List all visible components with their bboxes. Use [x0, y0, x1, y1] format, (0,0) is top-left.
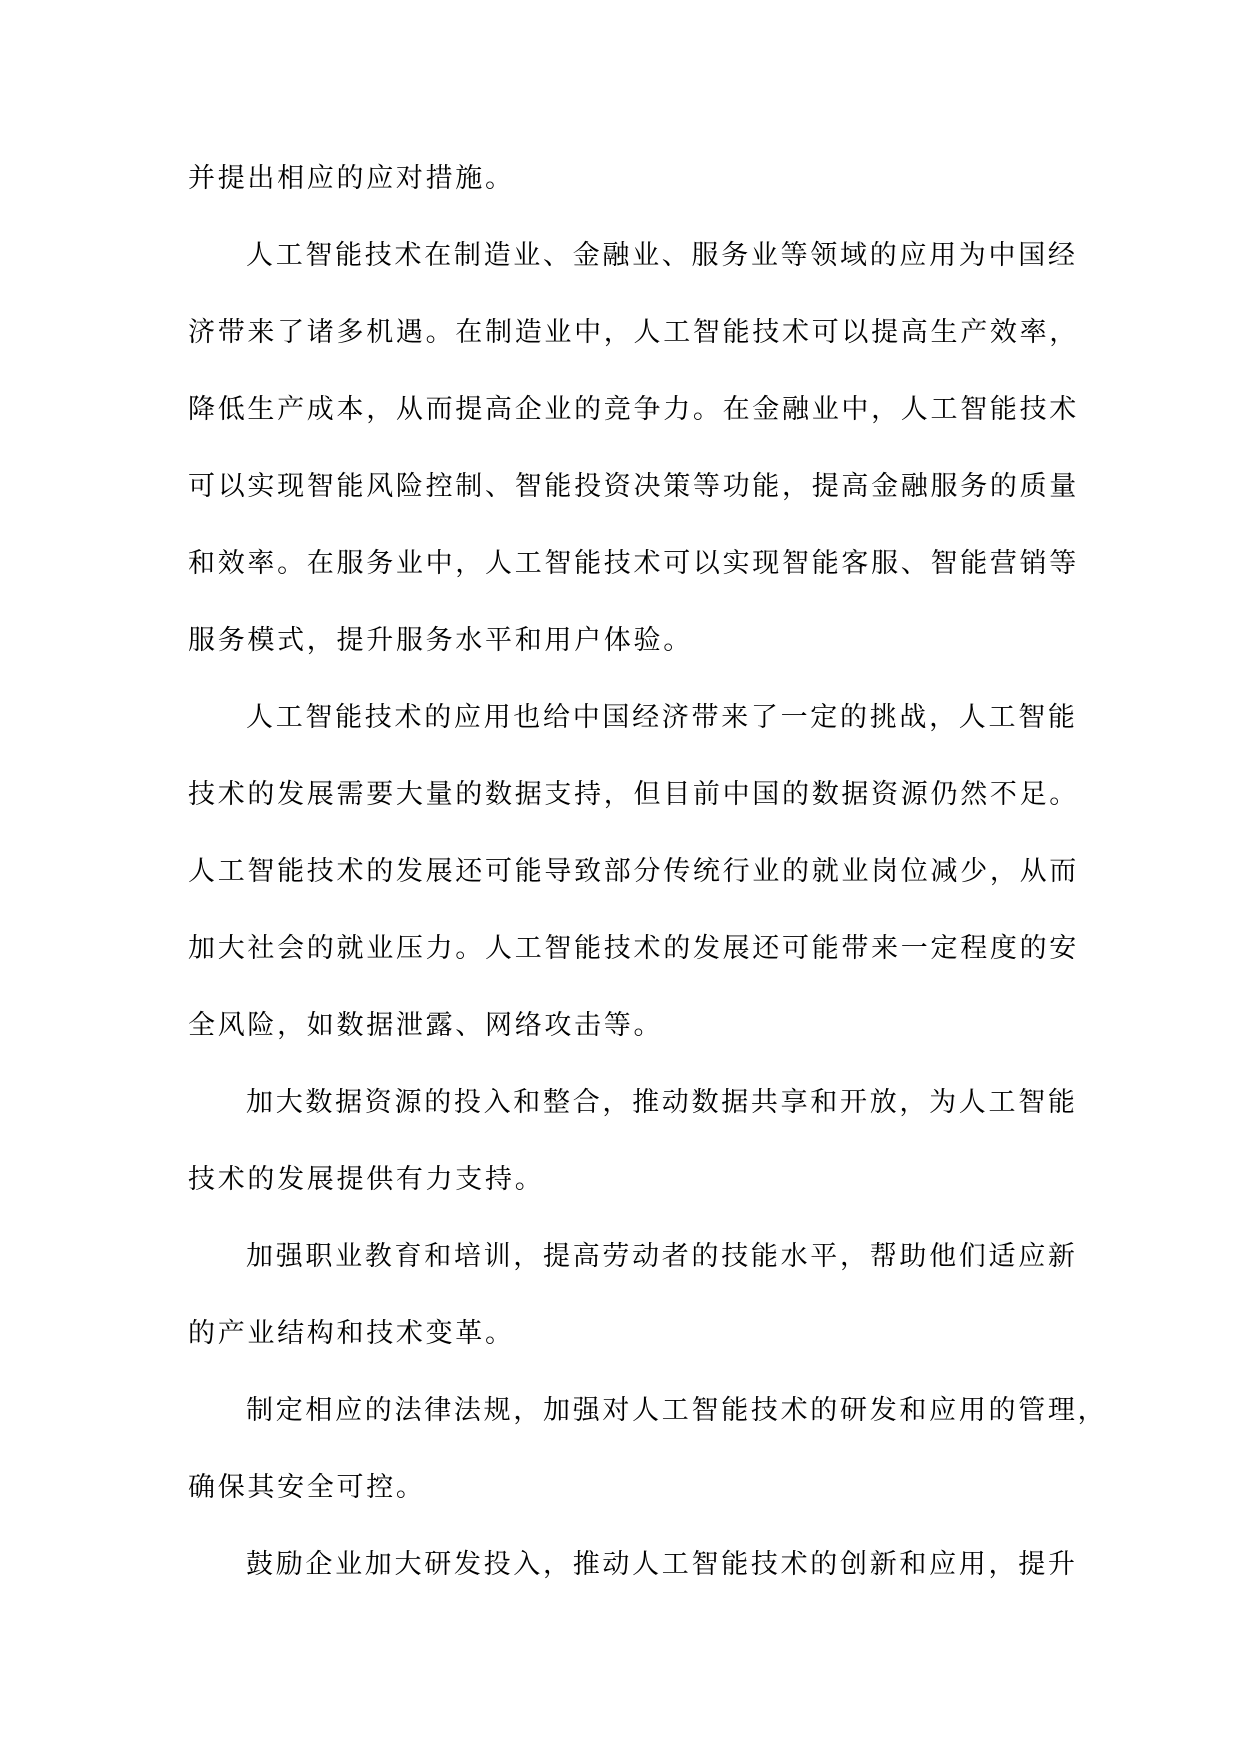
text-line: 的产业结构和技术变革。: [188, 1318, 515, 1349]
text-line: 人工智能技术的发展还可能导致部分传统行业的就业岗位减少，从而: [188, 856, 1079, 887]
text-line: 和效率。在服务业中，人工智能技术可以实现智能客服、智能营销等: [188, 548, 1079, 579]
text-line: 技术的发展需要大量的数据支持，但目前中国的数据资源仍然不足。: [188, 779, 1079, 810]
text-line: 降低生产成本，从而提高企业的竞争力。在金融业中，人工智能技术: [188, 394, 1079, 425]
text-line: 技术的发展提供有力支持。: [188, 1164, 545, 1195]
text-line: 全风险，如数据泄露、网络攻击等。: [188, 1010, 664, 1041]
paragraph-first-line: 人工智能技术在制造业、金融业、服务业等领域的应用为中国经: [246, 240, 1078, 271]
text-line: 并提出相应的应对措施。: [188, 163, 515, 194]
paragraph-first-line: 加大数据资源的投入和整合，推动数据共享和开放，为人工智能: [246, 1087, 1078, 1118]
paragraph-first-line: 鼓励企业加大研发投入，推动人工智能技术的创新和应用，提升: [246, 1549, 1078, 1580]
paragraph-first-line: 人工智能技术的应用也给中国经济带来了一定的挑战，人工智能: [246, 702, 1078, 733]
text-line: 加大社会的就业压力。人工智能技术的发展还可能带来一定程度的安: [188, 933, 1079, 964]
paragraph-first-line: 制定相应的法律法规，加强对人工智能技术的研发和应用的管理，: [246, 1395, 1108, 1426]
paragraph-first-line: 加强职业教育和培训，提高劳动者的技能水平，帮助他们适应新: [246, 1241, 1078, 1272]
text-line: 济带来了诸多机遇。在制造业中，人工智能技术可以提高生产效率，: [188, 317, 1079, 348]
document-body: [188, 140, 1108, 1603]
text-line: 确保其安全可控。: [188, 1472, 426, 1503]
text-line: 服务模式，提升服务水平和用户体验。: [188, 625, 693, 656]
text-line: 可以实现智能风险控制、智能投资决策等功能，提高金融服务的质量: [188, 471, 1079, 502]
